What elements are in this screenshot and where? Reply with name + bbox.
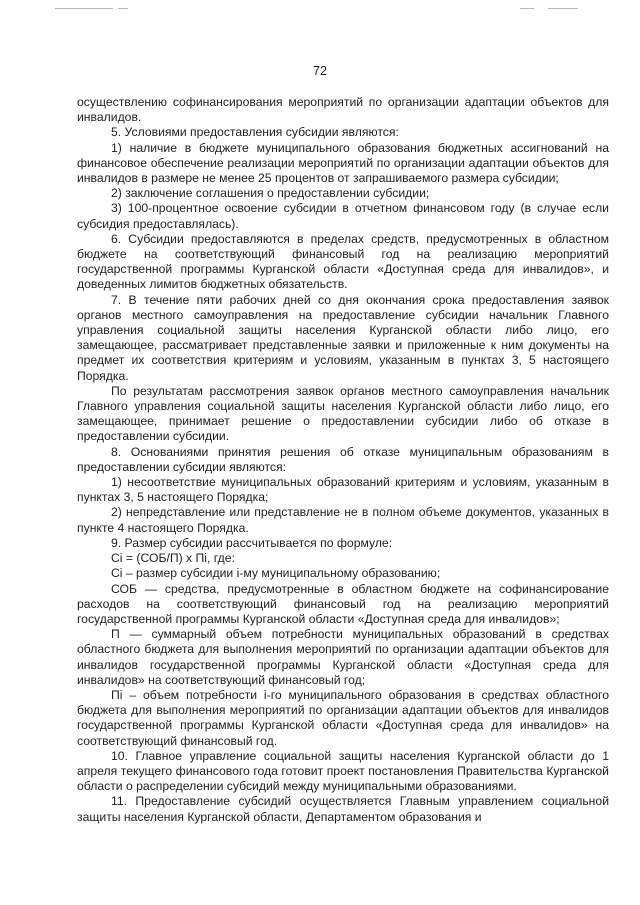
paragraph: 1) наличие в бюджете муниципального образования бюджетных ассигнований на финансовое обеспечение реализации мероприятий по организации адаптации объектов для инвалидов в размере не менее 25 процентов от запрашиваемого размера субсидии; <box>77 140 609 186</box>
paragraph: 9. Размер субсидии рассчитывается по формуле: <box>111 535 393 550</box>
paragraph: 8. Основаниями принятия решения об отказе муниципальным образованиям в предоставлении субсидии являются: <box>77 444 609 474</box>
paragraph: 3) 100-процентное освоение субсидии в отчетном финансовом году (в случае если субсидия предоставлялась). <box>77 201 609 231</box>
paragraph: 7. В течение пяти рабочих дней со дня окончания срока предоставления заявок органов местного самоуправления на предоставление субсидии начальник Главного управления социальной защиты населения Курганской области либо лицо, его замещающее, рассматривает представленные заявки и приложенные к ним документы на предмет их соответствия критериям и условиям, указанным в пунктах 3, 5 настоящего Порядка. <box>77 292 609 383</box>
scan-artifact <box>520 8 534 9</box>
paragraph: осуществлению софинансирования мероприятий по организации адаптации объектов для инвалидов. <box>77 95 609 125</box>
scan-artifact <box>118 8 128 9</box>
paragraph: 1) несоответствие муниципальных образований критериям и условиям, указанным в пунктах 3, 5 настоящего Порядка; <box>77 475 609 505</box>
paragraph: П — суммарный объем потребности муниципальных образований в средствах областного бюджета для выполнения мероприятий по организации адаптации объектов для инвалидов государственной программы Курганской области «Доступная среда для инвалидов» на соответствующий финансовый год; <box>77 627 609 687</box>
scan-artifact <box>548 8 578 9</box>
paragraph: Сi = (СОБ/П) х Пi, где: <box>111 551 235 566</box>
paragraph: 2) непредставление или представление не в полном объеме документов, указанных в пункте 4 настоящего Порядка. <box>77 505 609 535</box>
paragraph: Сi – размер субсидии i-му муниципальному образованию; <box>111 566 441 581</box>
paragraph: 6. Субсидии предоставляются в пределах средств, предусмотренных в областном бюджете на соответствующий финансовый год на реализацию мероприятий государственной программы Курганской области «Доступная среда для инвалидов», и доведенных лимитов бюджетных обязательств. <box>77 231 609 292</box>
paragraph: 2) заключение соглашения о предоставлении субсидии; <box>111 186 430 201</box>
paragraph: 10. Главное управление социальной защиты населения Курганской области до 1 апреля текущего финансового года готовит проект постановления Правительства Курганской области о распределении субсидий между муниципальными образованиями. <box>77 748 609 794</box>
paragraph: Пi – объем потребности i-го муниципального образования в средствах областного бюджета для выполнения мероприятий по организации адаптации объектов для инвалидов государственной программы Курганской области «Доступная среда для инвалидов» на соответствующий финансовый год. <box>77 687 609 748</box>
page-number: 72 <box>313 64 327 78</box>
scan-artifact <box>55 8 113 9</box>
paragraph: 11. Предоставление субсидий осуществляется Главным управлением социальной защиты населения Курганской области, Департаментом образования и <box>77 794 609 824</box>
paragraph: СОБ — средства, предусмотренные в областном бюджете на софинансирование расходов на соответствующий финансовый год на реализацию мероприятий государственной программы Курганской области «Доступная среда для инвалидов»; <box>77 581 609 626</box>
paragraph: По результатам рассмотрения заявок органов местного самоуправления начальник Главного управления социальной защиты населения Курганской области либо лицо, его замещающее, принимает решение о предоставлении субсидии либо об отказе в предоставлении субсидии. <box>77 383 609 444</box>
paragraph: 5. Условиями предоставления субсидии являются: <box>111 125 399 140</box>
document-body <box>77 95 609 825</box>
